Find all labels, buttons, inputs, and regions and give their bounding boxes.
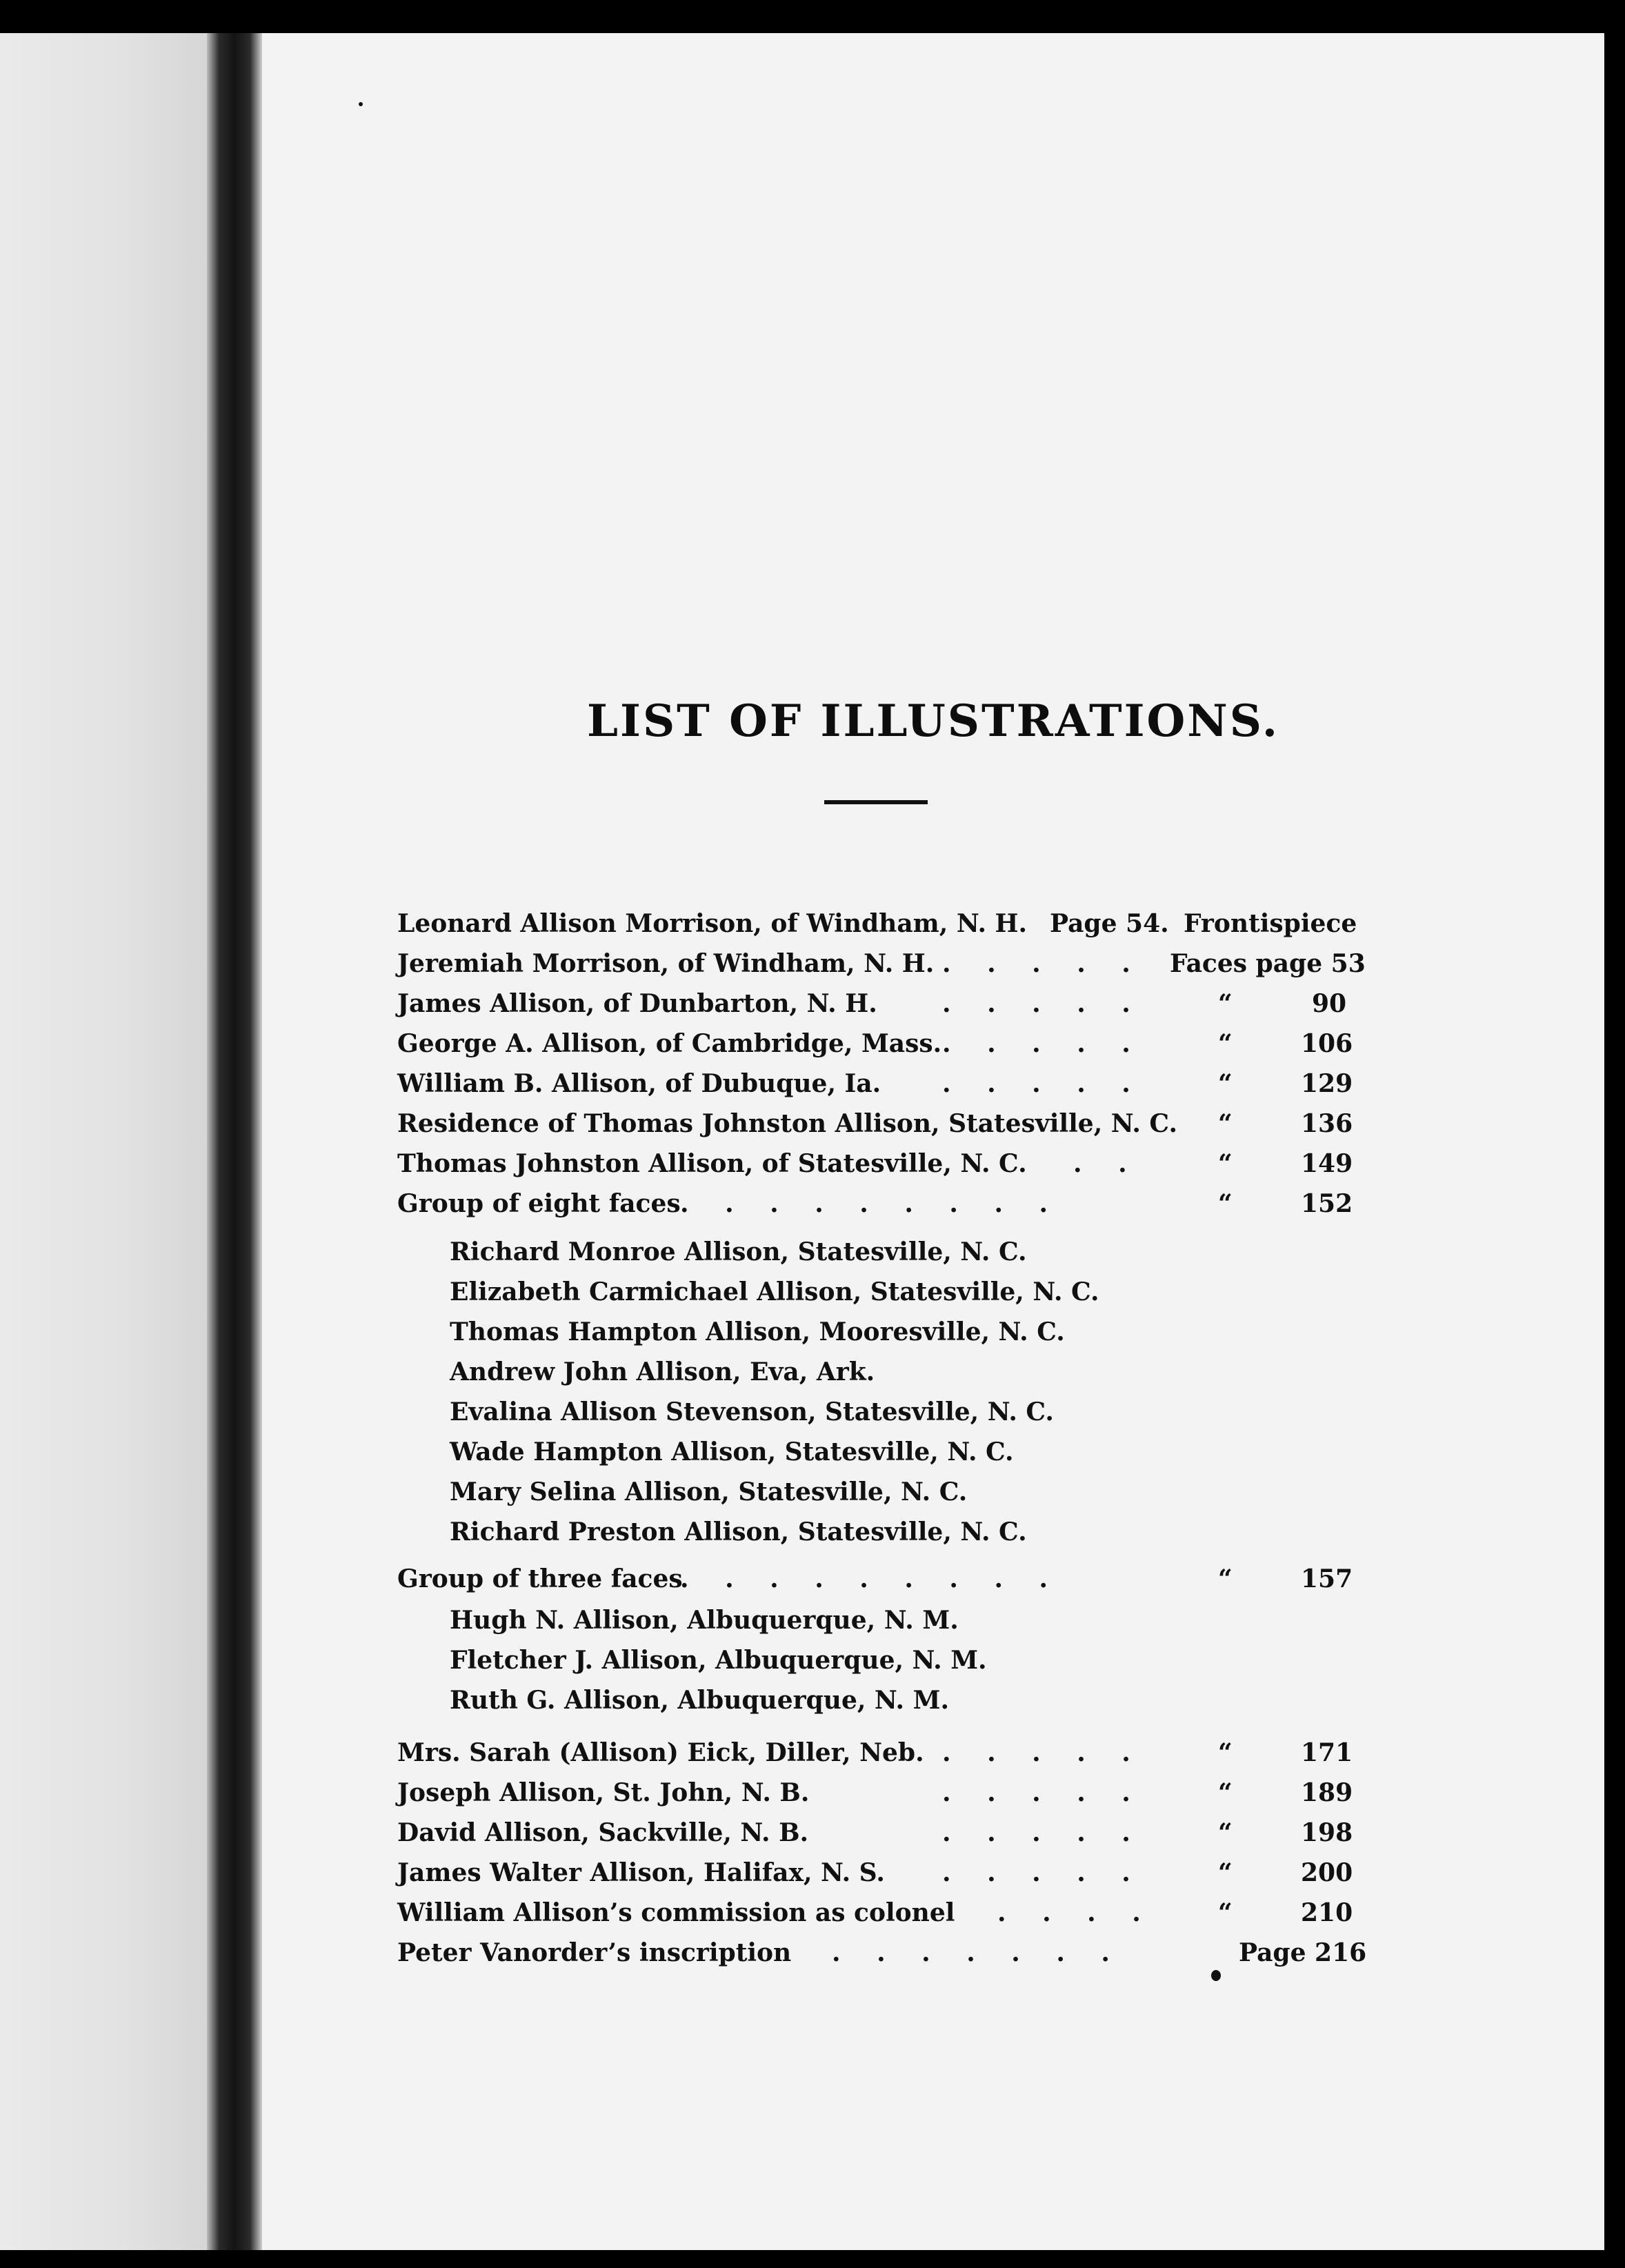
entry-page: 136 — [1301, 1109, 1353, 1138]
entry-page: 149 — [1301, 1149, 1353, 1178]
group-member: Andrew John Allison, Eva, Ark. — [450, 1357, 875, 1386]
group-member: Richard Monroe Allison, Statesville, N. C. — [450, 1237, 1027, 1266]
entry-row — [397, 1813, 1356, 1853]
entry-leader: . . . . . . . . . — [680, 1564, 1062, 1593]
entry-row — [397, 984, 1356, 1024]
page-title: LIST OF ILLUSTRATIONS. — [587, 695, 1279, 747]
entry-leader: . . . . . — [942, 1818, 1144, 1847]
entry-row — [397, 1733, 1356, 1773]
entry-row — [397, 1184, 1356, 1224]
group-member: Ruth G. Allison, Albuquerque, N. M. — [450, 1686, 949, 1715]
group-member: Hugh N. Allison, Albuquerque, N. M. — [450, 1606, 959, 1635]
entry-ditto: “ — [1218, 1029, 1233, 1058]
entry-label: Residence of Thomas Johnston Allison, Statesville, N. C. — [397, 1109, 1177, 1138]
entry-page: 106 — [1301, 1029, 1353, 1058]
entry-leader: . . . . . — [942, 949, 1144, 978]
entry-row — [397, 1933, 1367, 1973]
entry-row — [397, 1144, 1356, 1184]
book-gutter — [207, 33, 262, 2250]
entry-row — [397, 1064, 1356, 1104]
entry-ditto: “ — [1218, 1069, 1233, 1098]
entry-page: 90 — [1312, 989, 1347, 1018]
entry-leader: . . . . . — [942, 1069, 1144, 1098]
entry-label: Jeremiah Morrison, of Windham, N. H. — [397, 949, 935, 978]
entry-page-ref: Page 54. — [1050, 909, 1169, 938]
entry-ditto: “ — [1218, 1149, 1233, 1178]
entry-label: Leonard Allison Morrison, of Windham, N. H. — [397, 909, 1028, 938]
entry-leader: . . . . . — [942, 1029, 1144, 1058]
entry-page: 152 — [1301, 1189, 1353, 1218]
group-member: Mary Selina Allison, Statesville, N. C. — [450, 1478, 968, 1506]
entry-label: Mrs. Sarah (Allison) Eick, Diller, Neb. — [397, 1738, 924, 1767]
entry-location: Page 216 — [1239, 1938, 1367, 1967]
entry-row — [397, 944, 1366, 984]
entry-page: 198 — [1301, 1818, 1353, 1847]
entry-label: Peter Vanorder’s inscription — [397, 1938, 792, 1967]
entry-row — [397, 1893, 1356, 1933]
entry-page: 171 — [1301, 1738, 1353, 1767]
group-member: Elizabeth Carmichael Allison, Statesville, N. C. — [450, 1277, 1099, 1306]
entry-row — [397, 1773, 1356, 1813]
entry-leader: . . . . . — [942, 1858, 1144, 1887]
group-member: Evalina Allison Stevenson, Statesville, N. C. — [450, 1397, 1054, 1426]
entry-leader: . . . . . — [942, 1778, 1144, 1807]
entry-label: Thomas Johnston Allison, of Statesville, N. C. — [397, 1149, 1027, 1178]
entry-leader: . . . . . — [942, 989, 1144, 1018]
entry-ditto: “ — [1218, 1564, 1233, 1593]
entry-row — [397, 1559, 1356, 1599]
group-member: Richard Preston Allison, Statesville, N. C. — [450, 1518, 1027, 1546]
entry-ditto: “ — [1218, 1898, 1233, 1927]
entry-location: Frontispiece — [1184, 909, 1357, 938]
entry-leader: . . . . — [997, 1898, 1155, 1927]
entry-row — [397, 904, 1356, 944]
entry-row — [397, 1024, 1356, 1064]
entry-row — [397, 1104, 1356, 1144]
group-member: Fletcher J. Allison, Albuquerque, N. M. — [450, 1646, 987, 1675]
group-member: Wade Hampton Allison, Statesville, N. C. — [450, 1438, 1014, 1466]
scan-border-right — [1604, 0, 1625, 2268]
entry-ditto: “ — [1218, 1109, 1233, 1138]
entry-location: Faces page 53 — [1170, 949, 1366, 978]
facing-page-edge — [0, 33, 207, 2250]
entry-page: 189 — [1301, 1778, 1353, 1807]
scan-border-bottom — [0, 2250, 1625, 2268]
scan-border-top — [0, 0, 1625, 33]
entry-page: 129 — [1301, 1069, 1353, 1098]
entry-page: 200 — [1301, 1858, 1353, 1887]
entry-leader: . . . . . . . — [832, 1938, 1124, 1967]
entry-leader: . . . . . . . . . — [680, 1189, 1062, 1218]
entry-label: William B. Allison, of Dubuque, Ia. — [397, 1069, 881, 1098]
entry-label: James Allison, of Dunbarton, N. H. — [397, 989, 877, 1018]
title-rule — [824, 800, 928, 804]
entry-ditto: “ — [1218, 1189, 1233, 1218]
entry-row — [397, 1853, 1356, 1893]
entry-ditto: “ — [1218, 1858, 1233, 1887]
entry-page: 210 — [1301, 1898, 1353, 1927]
ink-speck — [1211, 1970, 1221, 1981]
ink-speck — [359, 102, 363, 106]
group-member: Thomas Hampton Allison, Mooresville, N. C. — [450, 1317, 1065, 1346]
entry-label: Group of three faces — [397, 1564, 683, 1593]
illustrations-page — [262, 33, 1604, 2250]
entry-label: George A. Allison, of Cambridge, Mass. — [397, 1029, 942, 1058]
entry-leader: . . . . . — [942, 1738, 1144, 1767]
entry-label: James Walter Allison, Halifax, N. S. — [397, 1858, 885, 1887]
entry-leader: . . — [1073, 1149, 1141, 1178]
entry-label: Joseph Allison, St. John, N. B. — [397, 1778, 810, 1807]
entry-label: William Allison’s commission as colonel — [397, 1898, 955, 1927]
entry-ditto: “ — [1218, 1778, 1233, 1807]
entry-label: Group of eight faces — [397, 1189, 681, 1218]
entry-page: 157 — [1301, 1564, 1353, 1593]
entry-label: David Allison, Sackville, N. B. — [397, 1818, 809, 1847]
entry-ditto: “ — [1218, 989, 1233, 1018]
entry-ditto: “ — [1218, 1738, 1233, 1767]
entry-ditto: “ — [1218, 1818, 1233, 1847]
